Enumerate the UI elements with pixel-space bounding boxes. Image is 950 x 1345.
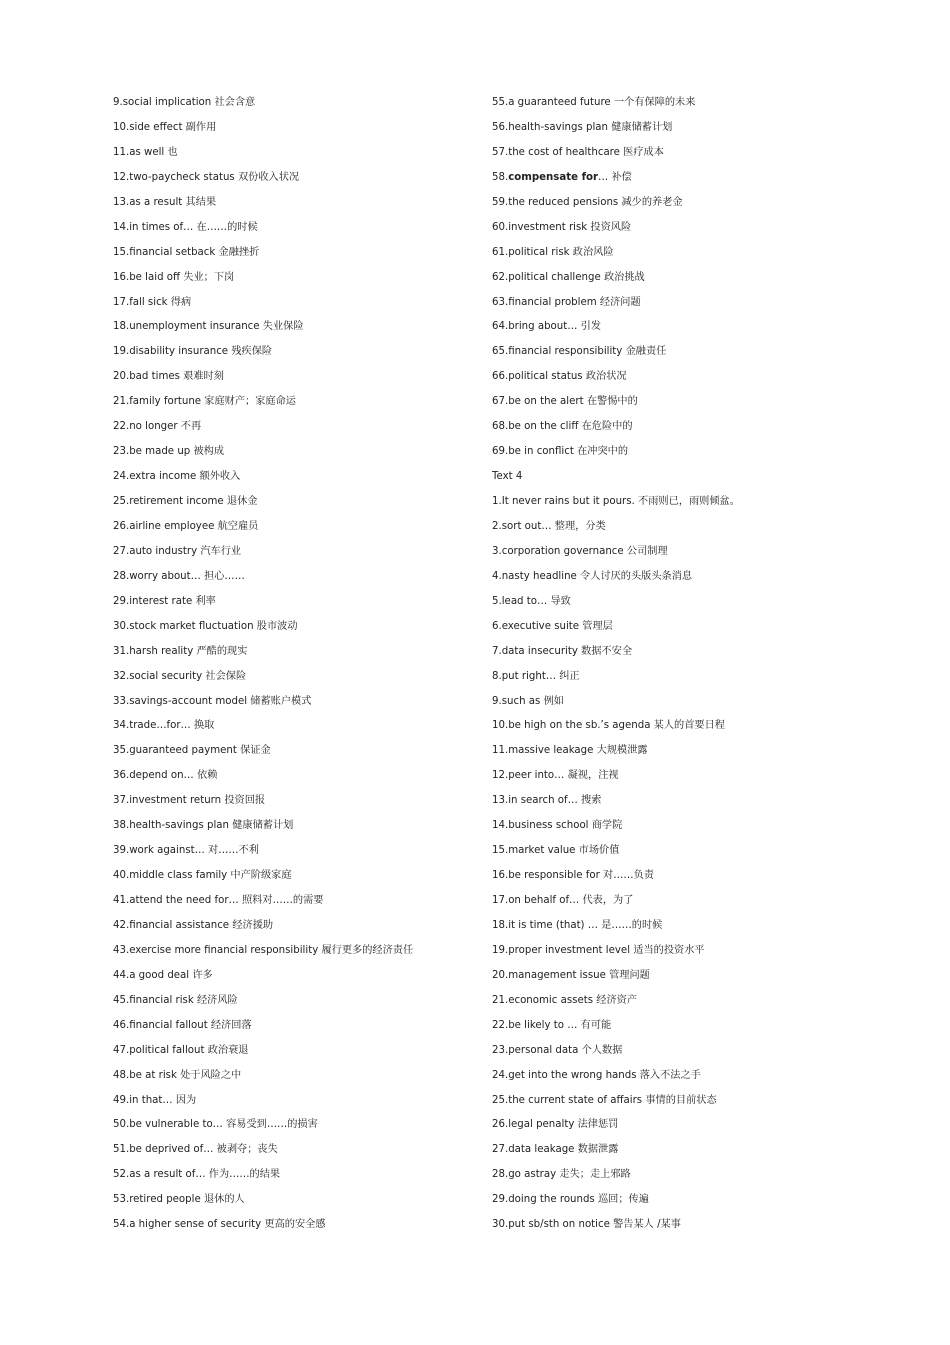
vocab-entry: 68.be on the cliff 在危险中的 (492, 421, 633, 433)
vocab-entry: 26.airline employee 航空雇员 (113, 520, 259, 532)
vocab-entry: 63.financial problem 经济问题 (492, 296, 641, 308)
vocab-entry: 36.depend on… 依赖 (113, 770, 218, 782)
vocab-entry: 31.harsh reality 严酷的现实 (113, 645, 248, 657)
vocab-entry: 9.social implication 社会含意 (113, 97, 256, 108)
vocab-entry: 32.social security 社会保险 (113, 670, 247, 682)
vocab-entry: 12.peer into… 凝视，注视 (492, 770, 619, 782)
vocab-entry: 15.market value 市场价值 (492, 845, 620, 857)
vocab-entry: 26.legal penalty 法律惩罚 (492, 1119, 619, 1131)
vocab-entry: 20.management issue 管理问题 (492, 969, 650, 981)
vocab-entry: 6.executive suite 管理层 (492, 620, 613, 632)
vocab-entry: 48.be at risk 处于风险之中 (113, 1069, 242, 1081)
vocab-entry (492, 168, 912, 193)
vocab-entry: 55.a guaranteed future 一个有保障的未来 (492, 97, 696, 108)
vocab-entry: 20.bad times 艰难时刻 (113, 371, 224, 383)
vocab-entry: 45.financial risk 经济风险 (113, 994, 238, 1006)
vocab-entry: 16.be laid off 失业；下岗 (113, 271, 235, 283)
vocab-list-left-column (113, 93, 473, 1240)
vocab-entry: 7.data insecurity 数据不安全 (492, 645, 633, 657)
vocab-entry: 18.unemployment insurance 失业保险 (113, 321, 304, 333)
vocab-entry: 54.a higher sense of security 更高的安全感 (113, 1219, 326, 1231)
vocab-entry: 30.stock market fluctuation 股市波动 (113, 620, 298, 632)
vocab-entry: 42.financial assistance 经济援助 (113, 919, 274, 931)
vocab-entry: 25.retirement income 退休金 (113, 496, 258, 507)
vocab-entry: 23.be made up 被构成 (113, 446, 225, 458)
vocab-entry: 60.investment risk 投资风险 (492, 221, 632, 233)
vocab-entry: 1.It never rains but it pours. 不雨则已，雨则倾盆。 (492, 496, 740, 507)
vocab-entry: 65.financial responsibility 金融责任 (492, 346, 667, 358)
vocab-entry: 17.on behalf of… 代表，为了 (492, 895, 634, 906)
vocab-entry: 9.such as 例如 (492, 695, 564, 707)
vocab-entry: 23.personal data 个人数据 (492, 1044, 623, 1056)
vocab-entry: 67.be on the alert 在警惕中的 (492, 396, 638, 408)
vocab-entry: 16.be responsible for 对……负责 (492, 870, 654, 882)
vocab-entry: 11.as well 也 (113, 146, 178, 158)
vocab-entry: 19.disability insurance 残疾保险 (113, 346, 273, 358)
vocab-entry: 18.it is time (that) … 是……的时候 (492, 919, 663, 931)
vocab-entry: 22.be likely to … 有可能 (492, 1019, 612, 1031)
vocab-entry: 4.nasty headline 令人讨厌的头版头条消息 (492, 570, 693, 582)
entry-meaning: … 补偿 (598, 171, 632, 183)
vocab-entry: 3.corporation governance 公司制理 (492, 545, 668, 557)
vocab-entry: 50.be vulnerable to… 容易受到……的损害 (113, 1119, 318, 1131)
vocab-entry: 11.massive leakage 大规模泄露 (492, 745, 648, 757)
vocab-entry: 14.business school 商学院 (492, 820, 623, 832)
vocab-entry: 35.guaranteed payment 保证金 (113, 745, 271, 757)
vocab-entry: 57.the cost of healthcare 医疗成本 (492, 146, 664, 158)
vocab-entry: 10.side effect 副作用 (113, 121, 217, 133)
vocab-entry: 39.work against… 对……不利 (113, 845, 259, 857)
vocab-entry: 38.health-savings plan 健康储蓄计划 (113, 820, 294, 832)
entry-number: 58. (492, 171, 509, 183)
vocab-entry: 34.trade…for… 换取 (113, 720, 215, 732)
vocab-entry: 13.as a result 其结果 (113, 196, 217, 208)
vocab-entry: 46.financial fallout 经济回落 (113, 1019, 252, 1031)
vocab-entry: 49.in that… 因为 (113, 1094, 197, 1106)
vocab-entry: 41.attend the need for… 照料对……的需要 (113, 895, 324, 906)
vocab-entry: 44.a good deal 许多 (113, 969, 213, 981)
vocab-entry: 12.two-paycheck status 双份收入状况 (113, 171, 300, 183)
vocab-entry: 19.proper investment level 适当的投资水平 (492, 944, 705, 956)
vocab-entry: 8.put right… 纠正 (492, 670, 580, 682)
vocab-entry: 62.political challenge 政治挑战 (492, 271, 645, 283)
entry-term-bold: compensate for (508, 171, 599, 183)
vocab-entry: 28.worry about… 担心…… (113, 570, 245, 582)
section-heading: Text 4 (492, 471, 523, 483)
vocab-entry: 21.family fortune 家庭财产；家庭命运 (113, 396, 296, 408)
vocab-entry: 56.health-savings plan 健康储蓄计划 (492, 121, 673, 133)
vocab-entry: 28.go astray 走失；走上邪路 (492, 1169, 631, 1181)
vocab-entry: 52.as a result of… 作为……的结果 (113, 1169, 281, 1181)
vocab-entry: 30.put sb/sth on notice 警告某人 /某事 (492, 1219, 681, 1231)
vocab-entry: 10.be high on the sb.’s agenda 某人的首要日程 (492, 720, 725, 732)
vocab-entry: 27.data leakage 数据泄露 (492, 1144, 619, 1156)
vocab-entry: 69.be in conflict 在冲突中的 (492, 446, 629, 458)
vocab-entry: 53.retired people 退休的人 (113, 1194, 245, 1206)
vocab-entry: 22.no longer 不再 (113, 421, 202, 433)
vocab-entry: 33.savings-account model 储蓄账户模式 (113, 695, 312, 707)
vocab-entry: 51.be deprived of… 被剥夺；丧失 (113, 1144, 278, 1156)
vocab-entry: 14.in times of… 在……的时候 (113, 221, 258, 233)
vocab-entry: 43.exercise more financial responsibility 履行更多的经济责任 (113, 944, 414, 956)
vocab-entry: 25.the current state of affairs 事情的目前状态 (492, 1094, 717, 1106)
vocab-entry: 17.fall sick 得病 (113, 296, 192, 308)
vocab-entry: 13.in search of… 搜索 (492, 795, 602, 807)
vocab-entry: 37.investment return 投资回报 (113, 795, 266, 807)
vocab-entry: 40.middle class family 中产阶级家庭 (113, 870, 292, 882)
vocab-entry: 47.political fallout 政治衰退 (113, 1044, 249, 1056)
vocab-entry: 66.political status 政治状况 (492, 371, 627, 383)
vocab-entry: 29.doing the rounds 巡回；传遍 (492, 1194, 649, 1206)
vocab-entry: 15.financial setback 金融挫折 (113, 246, 260, 258)
vocab-entry: 24.get into the wrong hands 落入不法之手 (492, 1069, 701, 1081)
vocab-entry: 21.economic assets 经济资产 (492, 994, 638, 1006)
vocab-entry: 61.political risk 政治风险 (492, 246, 614, 258)
vocab-entry: 27.auto industry 汽车行业 (113, 545, 242, 557)
vocab-entry: 64.bring about… 引发 (492, 321, 602, 333)
vocab-list-right-column (492, 93, 912, 1240)
vocab-entry: 29.interest rate 利率 (113, 595, 216, 607)
vocab-entry: 2.sort out… 整理，分类 (492, 520, 606, 532)
vocab-entry: 24.extra income 额外收入 (113, 471, 241, 483)
vocab-entry: 5.lead to… 导致 (492, 595, 571, 607)
vocab-entry: 59.the reduced pensions 减少的养老金 (492, 196, 683, 208)
